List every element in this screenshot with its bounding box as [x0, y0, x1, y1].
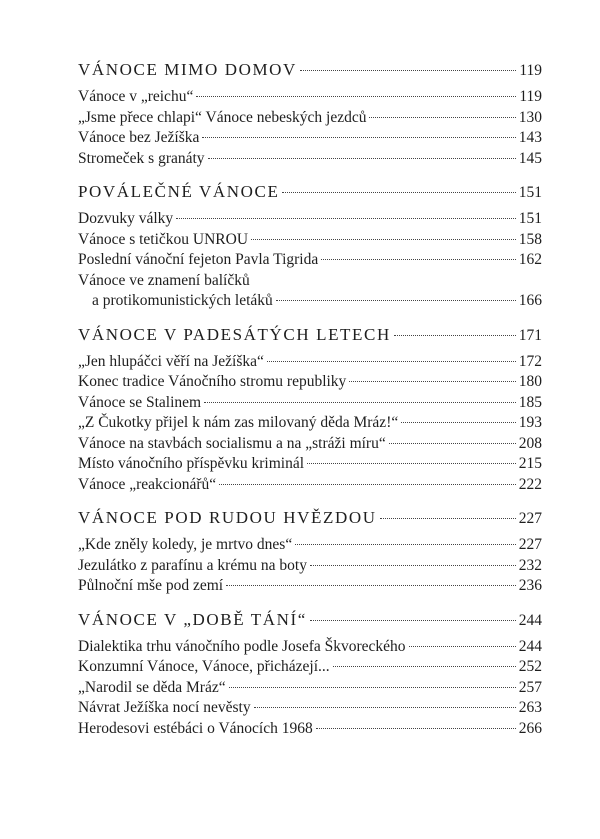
entry-title: Vánoce na stavbách socialismu a na „stráži míru“ [78, 434, 386, 452]
toc-entry [78, 352, 542, 373]
toc-section [78, 58, 542, 169]
entry-page-number: 180 [518, 373, 542, 390]
dot-leader [202, 137, 515, 138]
toc-entry [78, 87, 542, 108]
dot-leader [251, 239, 516, 240]
entry-page-number: 236 [518, 577, 542, 594]
entry-page-number: 222 [518, 475, 542, 493]
entry-page-number: 193 [518, 414, 542, 431]
section-title: POVÁLEČNÉ VÁNOCE [78, 182, 280, 201]
dot-leader [204, 402, 516, 403]
entry-page-number: 263 [518, 699, 542, 716]
entry-page-number: 166 [518, 292, 542, 309]
entry-page-number: 119 [519, 88, 542, 105]
entry-page-number: 185 [518, 393, 542, 411]
toc-entry [78, 108, 542, 129]
toc-entry [78, 454, 542, 475]
dot-leader [349, 381, 515, 382]
toc-entry [78, 393, 542, 414]
entry-title: Vánoce s tetičkou UNROU [78, 230, 249, 248]
section-page-number: 227 [518, 510, 542, 527]
entry-page-number: 130 [518, 108, 542, 126]
entry-page-number: 143 [518, 129, 542, 146]
section-title: VÁNOCE V PADESÁTÝCH LETECH [78, 324, 391, 344]
entry-title: Herodesovi estébáci o Vánocích 1968 [78, 719, 313, 737]
toc-entry [78, 291, 542, 312]
entry-title: „Jen hlupáčci věří na Ježíška“ [78, 352, 264, 370]
dot-leader [394, 335, 516, 336]
toc-entry [78, 637, 542, 658]
entry-page-number: 215 [518, 455, 542, 472]
dot-leader [176, 218, 516, 219]
entry-page-number: 244 [518, 637, 542, 655]
dot-leader [196, 96, 516, 97]
dot-leader [208, 158, 516, 159]
toc-section [78, 180, 542, 312]
section-page-number: 151 [518, 184, 542, 201]
entry-title: Dialektika trhu vánočního podle Josefa Škvoreckého [78, 637, 406, 655]
dot-leader [226, 585, 516, 586]
dot-leader [254, 707, 516, 708]
toc-entry [78, 556, 542, 577]
toc-entry [78, 475, 542, 496]
entry-page-number: 232 [518, 556, 542, 574]
toc-entry [78, 149, 542, 170]
entry-title: „Z Čukotky přijel k nám zas milovaný děda Mráz!“ [78, 414, 399, 431]
dot-leader [310, 565, 516, 566]
section-title: VÁNOCE POD RUDOU HVĚZDOU [78, 508, 377, 527]
entry-title: Konzumní Vánoce, Vánoce, přicházejí... [78, 658, 330, 675]
entry-page-number: 151 [518, 210, 542, 227]
dot-leader [369, 117, 515, 118]
entry-title: Stromeček s granáty [78, 149, 205, 167]
entry-title: Vánoce „reakcionářů“ [78, 475, 217, 493]
dot-leader [267, 361, 516, 362]
entry-page-number: 158 [518, 230, 542, 248]
section-title: VÁNOCE V „DOBĚ TÁNÍ“ [78, 609, 307, 629]
toc-section [78, 506, 542, 597]
section-heading [78, 58, 542, 83]
toc-entry [78, 657, 542, 678]
entry-title: „Jsme přece chlapi“ Vánoce nebeských jezdců [78, 108, 367, 126]
section-heading [78, 323, 542, 348]
dot-leader [307, 463, 516, 464]
entry-title: Vánoce ve znamení balíčků [78, 271, 250, 289]
dot-leader [380, 518, 516, 519]
toc-entry [78, 698, 542, 719]
entry-title: Dozvuky války [78, 210, 174, 227]
entry-page-number: 208 [518, 434, 542, 452]
section-heading [78, 608, 542, 633]
toc-entry [78, 209, 542, 230]
dot-leader [310, 620, 516, 621]
entry-page-number: 257 [518, 678, 542, 696]
entry-title: Vánoce bez Ježíška [78, 129, 200, 146]
entry-page-number: 266 [518, 719, 542, 737]
dot-leader [229, 687, 516, 688]
dot-leader [300, 70, 516, 71]
dot-leader [389, 443, 516, 444]
entry-title: Vánoce v „reichu“ [78, 88, 194, 105]
entry-page-number: 227 [518, 536, 542, 553]
entry-title: „Kde zněly koledy, je mrtvo dnes“ [78, 536, 293, 553]
toc-entry [78, 372, 542, 393]
table-of-contents [78, 58, 542, 750]
entry-title: a protikomunistických letáků [92, 292, 273, 309]
entry-page-number: 162 [518, 251, 542, 268]
entry-title: „Narodil se děda Mráz“ [78, 678, 226, 696]
toc-entry [78, 576, 542, 597]
toc-entry [78, 434, 542, 455]
toc-entry [78, 413, 542, 434]
toc-entry [78, 678, 542, 699]
toc-entry [78, 719, 542, 740]
entry-title: Jezulátko z parafínu a krému na boty [78, 556, 307, 574]
dot-leader [409, 646, 516, 647]
entry-page-number: 172 [518, 352, 542, 370]
entry-title: Místo vánočního příspěvku kriminál [78, 455, 305, 472]
section-page-number: 119 [519, 62, 542, 79]
entry-page-number: 145 [518, 149, 542, 167]
section-heading [78, 180, 542, 205]
dot-leader [333, 666, 516, 667]
dot-leader [276, 300, 516, 301]
entry-title: Půlnoční mše pod zemí [78, 577, 224, 594]
entry-title: Návrat Ježíška nocí nevěsty [78, 699, 251, 716]
entry-title: Poslední vánoční fejeton Pavla Tigrida [78, 251, 319, 268]
toc-entry [78, 535, 542, 556]
dot-leader [282, 192, 515, 193]
toc-entry [78, 128, 542, 149]
toc-section [78, 608, 542, 740]
dot-leader [295, 544, 516, 545]
dot-leader [316, 728, 516, 729]
toc-entry [78, 250, 542, 271]
section-page-number: 171 [518, 326, 542, 344]
dot-leader [321, 259, 516, 260]
toc-section [78, 323, 542, 496]
entry-title: Vánoce se Stalinem [78, 393, 202, 411]
section-heading [78, 506, 542, 531]
dot-leader [219, 484, 516, 485]
section-title: VÁNOCE MIMO DOMOV [78, 60, 297, 79]
section-page-number: 244 [518, 611, 542, 629]
toc-entry [78, 271, 542, 292]
toc-entry [78, 230, 542, 251]
entry-page-number: 252 [518, 658, 542, 675]
dot-leader [401, 422, 516, 423]
entry-title: Konec tradice Vánočního stromu republiky [78, 373, 347, 390]
